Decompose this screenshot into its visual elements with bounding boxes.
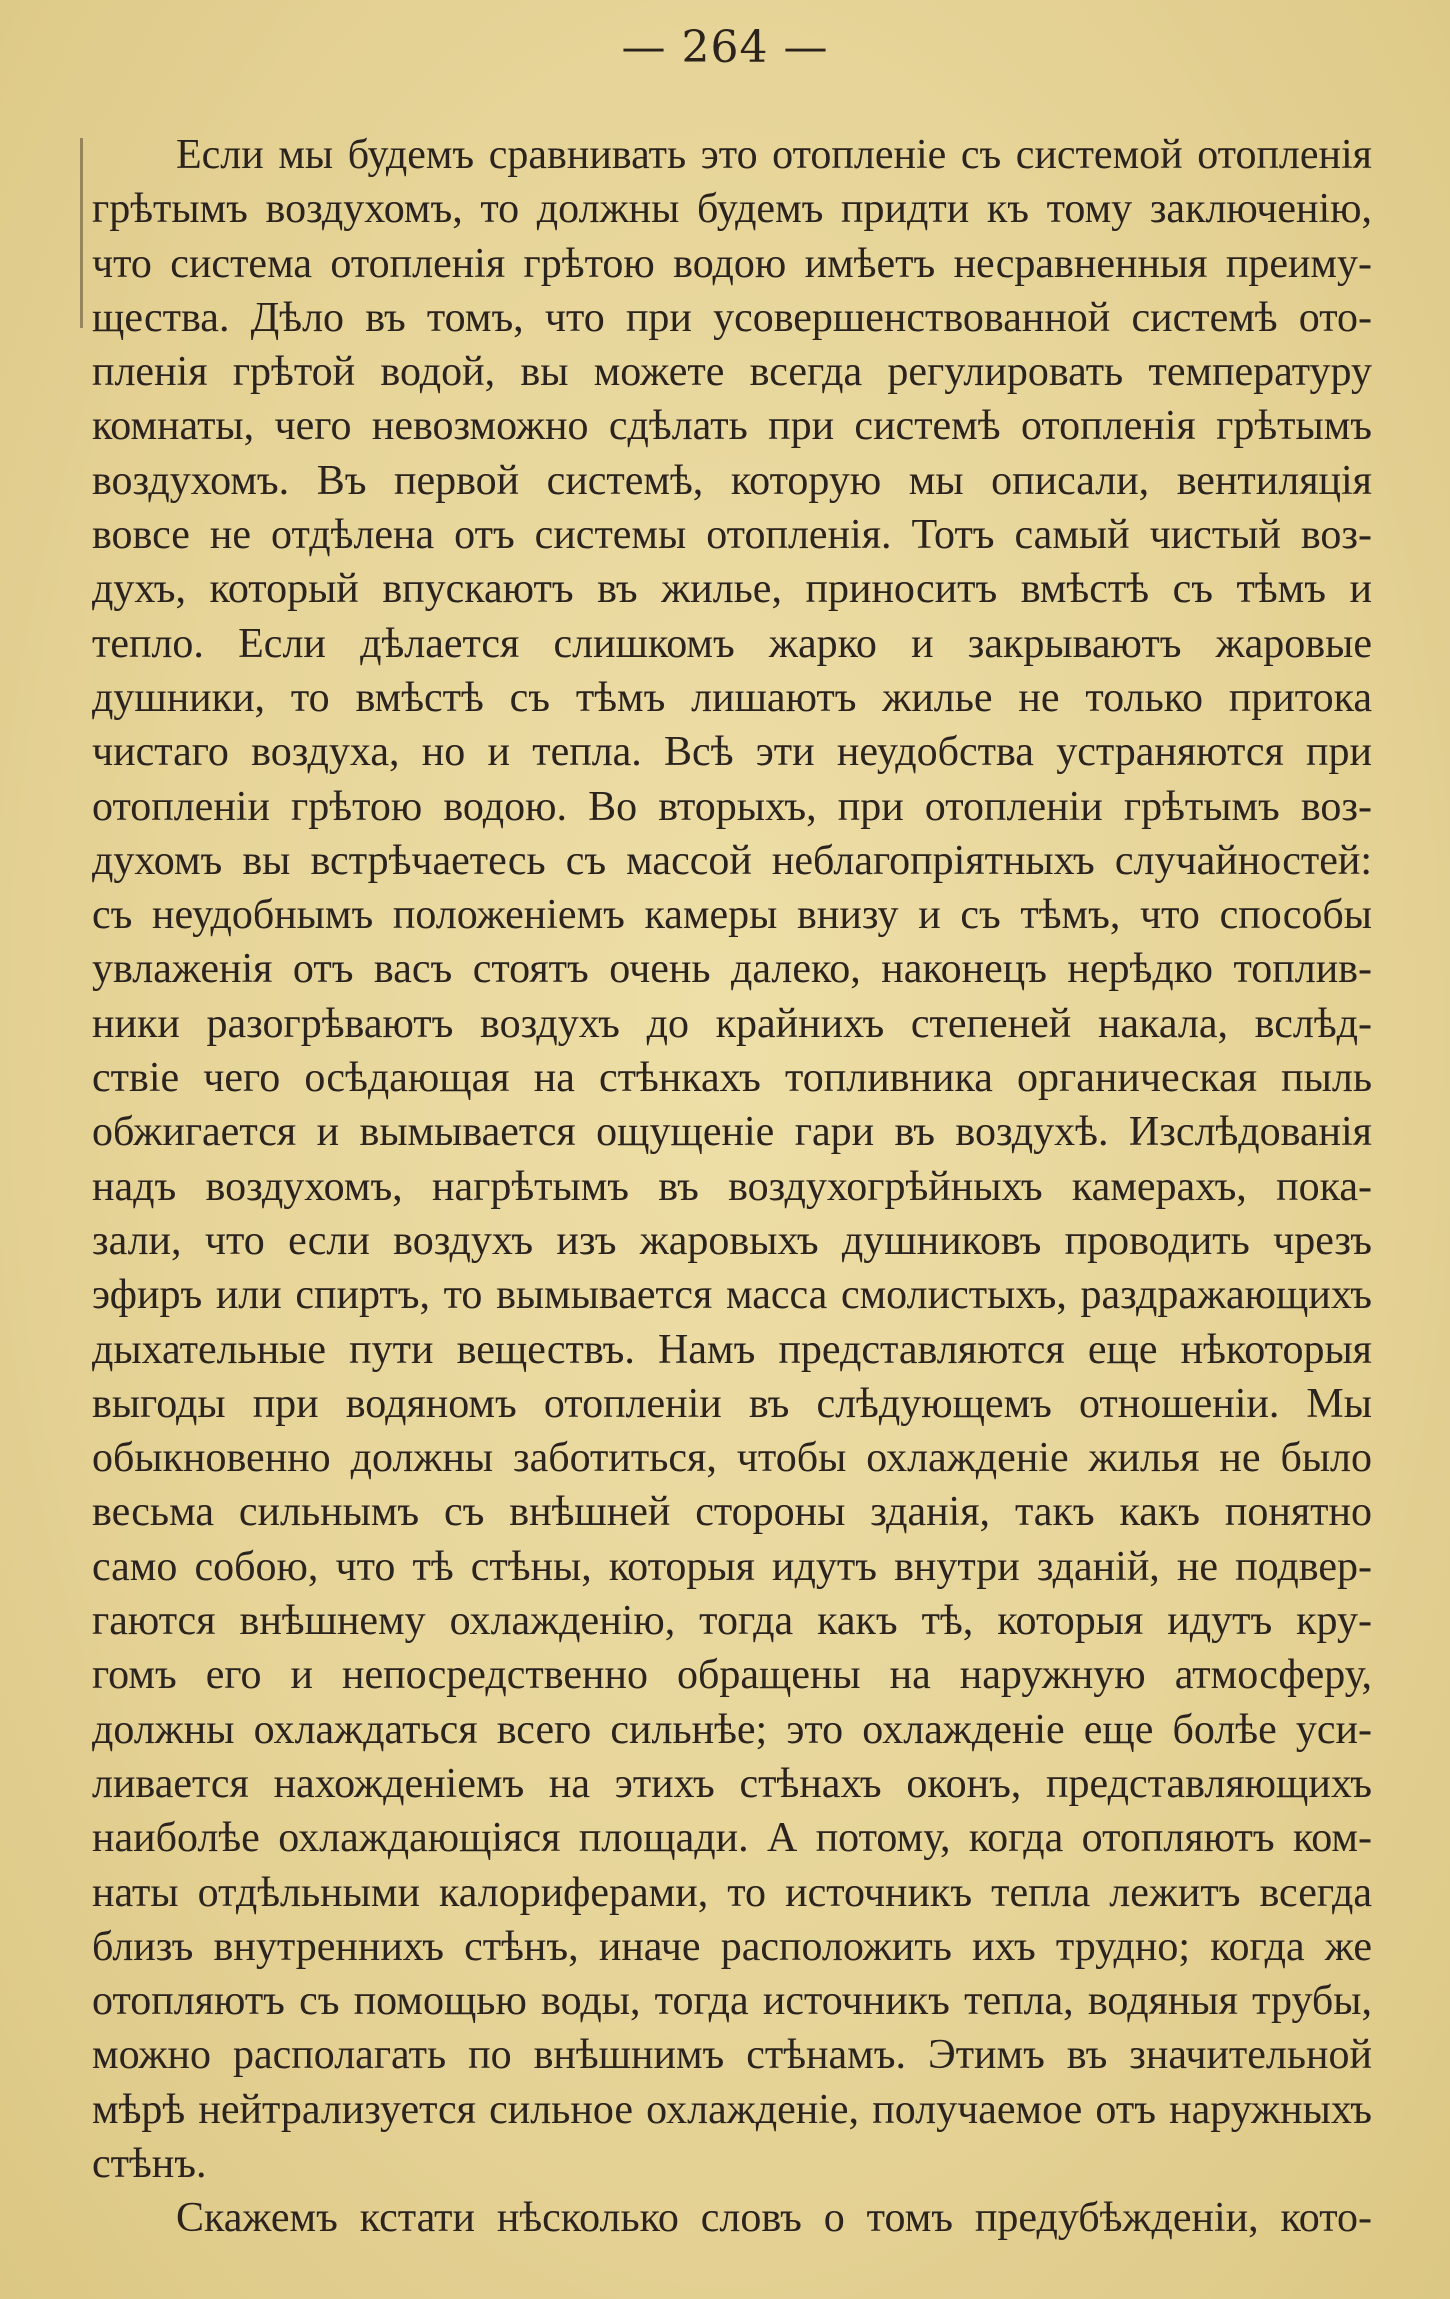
text-line: грѣтымъ воздухомъ, то должны будемъ придти къ тому заключенію, <box>92 186 1372 233</box>
text-line: съ неудобнымъ положеніемъ камеры внизу и съ тѣмъ, что способы <box>92 892 1372 939</box>
text-line: гомъ его и непосредственно обращены на наружную атмосферу, <box>92 1652 1372 1699</box>
text-line: наиболѣе охлаждающіяся площади. А потому, когда отопляютъ ком- <box>92 1815 1372 1862</box>
text-line: щества. Дѣло въ томъ, что при усовершенствованной системѣ ото- <box>92 294 1372 341</box>
text-line: отопленіи грѣтою водою. Во вторыхъ, при отопленіи грѣтымъ воз- <box>92 783 1372 830</box>
text-line: чистаго воздуха, но и тепла. Всѣ эти неудобства устраняются при <box>92 729 1372 776</box>
text-line: наты отдѣльными калориферами, то источникъ тепла лежитъ всегда <box>92 1869 1372 1916</box>
body-text <box>92 128 1372 2246</box>
text-line: должны охлаждаться всего сильнѣе; это охлажденіе еще болѣе уси- <box>92 1706 1372 1753</box>
text-line: Если мы будемъ сравнивать это отопленіе съ системой отопленія <box>176 132 1372 178</box>
text-line: обжигается и вымывается ощущеніе гари въ воздухѣ. Изслѣдованія <box>92 1109 1372 1156</box>
text-line: вовсе не отдѣлена отъ системы отопленія. Тотъ самый чистый воз- <box>92 512 1372 559</box>
text-line: отопляютъ съ помощью воды, тогда источникъ тепла, водяныя трубы, <box>92 1978 1372 2025</box>
text-line: обыкновенно должны заботиться, чтобы охлажденіе жилья не было <box>92 1435 1372 1482</box>
text-line: увлаженія отъ васъ стоятъ очень далеко, наконецъ нерѣдко топлив- <box>92 946 1372 993</box>
text-line: выгоды при водяномъ отопленіи въ слѣдующемъ отношеніи. Мы <box>92 1380 1372 1427</box>
text-line: духъ, который впускаютъ въ жилье, приноситъ вмѣстѣ съ тѣмъ и <box>92 566 1372 613</box>
text-line: дыхательные пути веществъ. Намъ представляются еще нѣкоторыя <box>92 1326 1372 1373</box>
text-line: тепло. Если дѣлается слишкомъ жарко и закрываютъ жаровые <box>92 620 1372 667</box>
text-line: что система отопленія грѣтою водою имѣетъ несравненныя преиму- <box>92 240 1372 287</box>
text-line: ники разогрѣваютъ воздухъ до крайнихъ степеней накала, вслѣд- <box>92 1000 1372 1047</box>
text-line: воздухомъ. Въ первой системѣ, которую мы описали, вентиляція <box>92 457 1372 504</box>
text-line: близъ внутреннихъ стѣнъ, иначе расположить ихъ трудно; когда же <box>92 1923 1372 1970</box>
text-line: весьма сильнымъ съ внѣшней стороны зданія, такъ какъ понятно <box>92 1489 1372 1536</box>
text-line: душники, то вмѣстѣ съ тѣмъ лишаютъ жилье не только притока <box>92 674 1372 721</box>
text-line: комнаты, чего невозможно сдѣлать при системѣ отопленія грѣтымъ <box>92 403 1372 450</box>
text-line: мѣрѣ нейтрализуется сильное охлажденіе, получаемое отъ наружныхъ <box>92 2086 1372 2133</box>
text-line: надъ воздухомъ, нагрѣтымъ въ воздухогрѣйныхъ камерахъ, пока- <box>92 1163 1372 1210</box>
text-line: ствіе чего осѣдающая на стѣнкахъ топливника органическая пыль <box>92 1055 1372 1102</box>
page-number: — 264 — <box>621 22 829 73</box>
text-line: пленія грѣтой водой, вы можете всегда регулировать температуру <box>92 349 1372 396</box>
text-line: эфиръ или спиртъ, то вымывается масса смолистыхъ, раздражающихъ <box>92 1272 1372 1319</box>
text-line: духомъ вы встрѣчаетесь съ массой неблагопріятныхъ случайностей: <box>92 837 1372 884</box>
text-line: ливается нахожденіемъ на этихъ стѣнахъ оконъ, представляющихъ <box>92 1760 1372 1807</box>
text-line: стѣнъ. <box>92 2140 207 2187</box>
text-line: зали, что если воздухъ изъ жаровыхъ душниковъ проводить чрезъ <box>92 1217 1372 1264</box>
text-line: Скажемъ кстати нѣсколько словъ о томъ предубѣжденіи, кото- <box>176 2195 1372 2242</box>
text-line: гаются внѣшнему охлажденію, тогда какъ тѣ, которыя идутъ кру- <box>92 1598 1372 1645</box>
margin-mark <box>80 138 83 328</box>
text-line: само собою, что тѣ стѣны, которыя идутъ внутри зданій, не подвер- <box>92 1543 1372 1590</box>
text-line: можно располагать по внѣшнимъ стѣнамъ. Этимъ въ значительной <box>92 2032 1372 2079</box>
